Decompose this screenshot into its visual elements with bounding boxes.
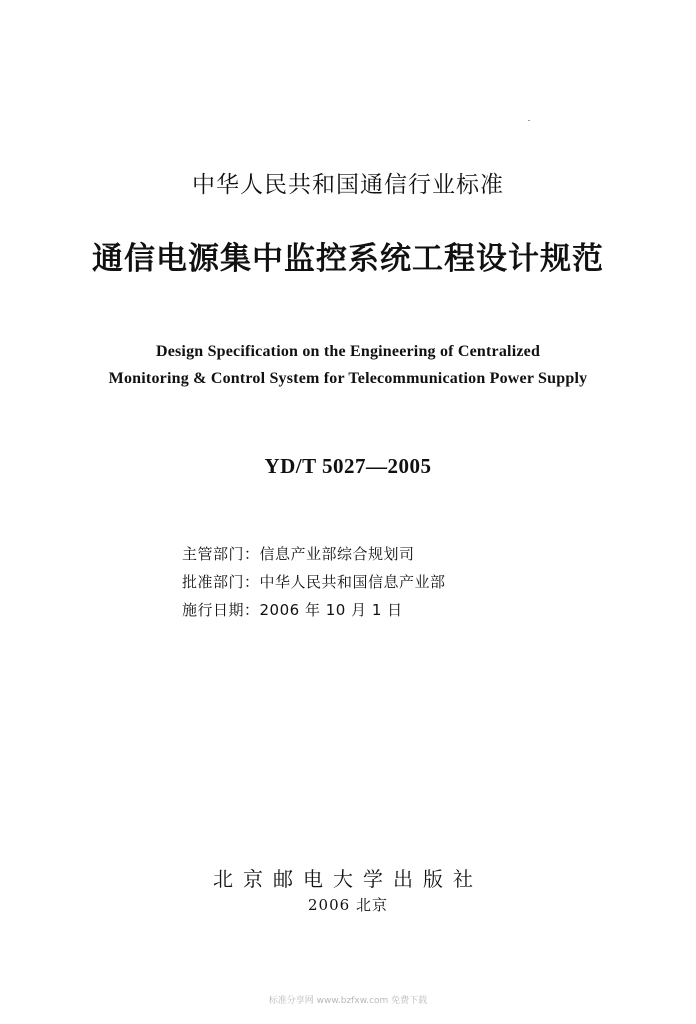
effective-date: 施行日期：2006 年 10 月 1 日: [182, 601, 403, 619]
watermark-text: 标准分享网 www.bzfxw.com 免费下载: [268, 996, 428, 1006]
publisher-name: 北京邮电大学出版社: [213, 867, 483, 891]
scan-speck: [528, 120, 530, 121]
approving-department: 批准部门：中华人民共和国信息产业部: [182, 573, 446, 591]
english-title-line-1: Design Specification on the Engineering of Centralized: [155, 343, 541, 360]
publication-year-place: 2006 北京: [308, 896, 388, 914]
standard-code: YD/T 5027—2005: [264, 454, 432, 478]
competent-department: 主管部门：信息产业部综合规划司: [182, 545, 415, 563]
standard-series-heading: 中华人民共和国通信行业标准: [192, 172, 504, 198]
chinese-title: 通信电源集中监控系统工程设计规范: [92, 241, 604, 277]
english-title-line-2: Monitoring & Control System for Telecommunication Power Supply: [108, 370, 588, 387]
